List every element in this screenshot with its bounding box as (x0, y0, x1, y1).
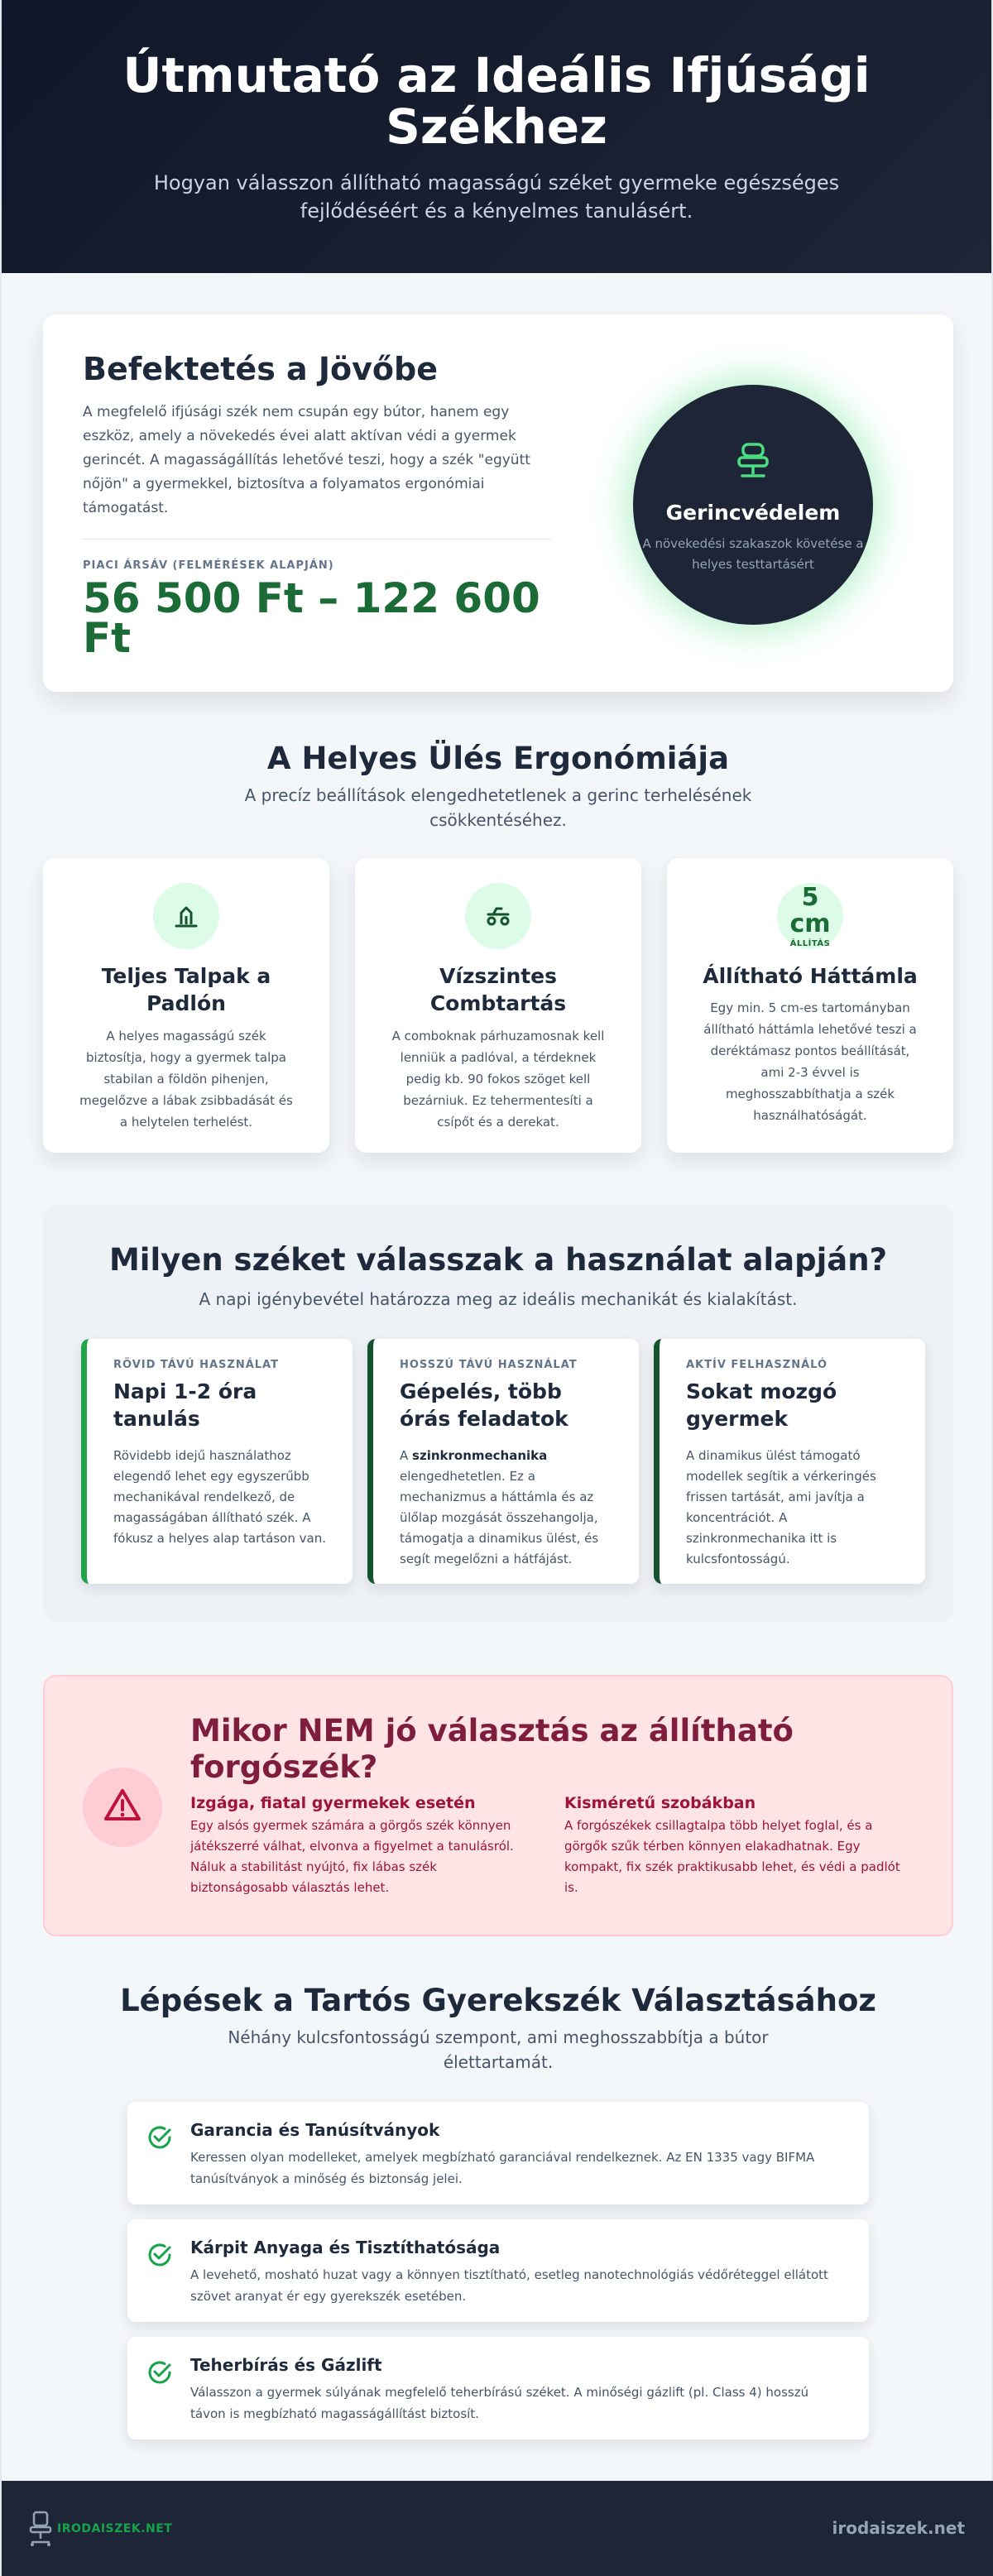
footer (2, 2481, 993, 2576)
usage-card-title: Gépelés, több órás feladatok (400, 1379, 568, 1431)
ergonomics-card-thigh (355, 858, 641, 1153)
spine-protection-badge (633, 385, 873, 625)
warning-item-text: A forgószékek csillagtalpa több helyet foglal, és a görgők szűk térben könnyen elakadhatnak. Egy kompakt, fix szék praktikusabb lehet, és védi a padlót is. (564, 1818, 900, 1895)
ergonomics-card-text: A helyes magasságú szék biztosítja, hogy a gyermek talpa stabilan a földön pihenjen, megelőzve a lábak zsibbadását és a helytelen terhelést. (79, 1029, 293, 1130)
warning-item-title: Izgága, fiatal gyermekek esetén (190, 1794, 476, 1812)
backrest-adjust-badge (777, 883, 843, 949)
step-item (127, 2102, 869, 2204)
usage-section (43, 1204, 953, 1622)
ergonomics-title: A Helyes Ülés Ergonómiája (266, 741, 730, 776)
page-subtitle: Hogyan válasszon állítható magasságú széket gyermeke egészséges fejlődéséért és a kényelmes tanulásért. (153, 171, 840, 223)
divider (83, 539, 551, 540)
chair-icon (731, 439, 775, 484)
warning-title: Mikor NEM jó választás az állítható forgószék? (190, 1713, 794, 1785)
usage-card-text: A dinamikus ülést támogató modellek segítik a vérkeringés frissen tartását, ami javítja a koncentrációt. A szinkronmechanika itt is kulcsfontosságú. (686, 1448, 876, 1566)
step-item (127, 2337, 869, 2439)
check-circle-icon (146, 2241, 174, 2269)
adjust-value: 5 (801, 883, 819, 912)
ergonomics-card-title: Állítható Háttámla (703, 964, 918, 988)
ergonomics-card-title: Vízszintes Combtartás (429, 964, 567, 1015)
ergonomics-card-text: Egy min. 5 cm-es tartományban állítható háttámla lehetővé teszi a deréktámasz pontos beállítását, ami 2-3 évvel is meghosszabbíthatja a szék használhatóságát. (703, 1000, 917, 1123)
highlight-term: szinkronmechanika (412, 1448, 548, 1463)
horizontal-thigh-icon (465, 883, 531, 949)
badge-title: Gerincvédelem (665, 501, 841, 525)
check-circle-icon (146, 2358, 174, 2387)
step-title: Teherbírás és Gázlift (190, 2355, 382, 2375)
investment-description: A megfelelő ifjúsági szék nem csupán egy bútor, hanem egy eszköz, amely a növekedés évei alatt aktívan védi a gyermek gerincét. A magasságállítás lehetővé teszi, hogy a szék "együtt nőjön" a gyermekkel, biztosítva a folyamatos ergonómiai támogatást. (83, 404, 530, 516)
page-title: Útmutató az Ideális Ifjúsági Székhez (122, 47, 871, 155)
adjust-unit: cm (789, 909, 831, 938)
badge-subtitle: A növekedési szakaszok követése a helyes testtartásért (642, 536, 864, 572)
usage-card-short (81, 1339, 353, 1584)
warning-triangle-icon (83, 1768, 162, 1847)
usage-card-tag: HOSSZÚ TÁVÚ HASZNÁLAT (400, 1359, 578, 1371)
usage-card-text: Rövidebb idejű használathoz elegendő lehet egy egyszerűbb mechanikával rendelkező, de magasságában állítható szék. A fókusz a helyes alap tartáson van. (113, 1448, 326, 1546)
hero-banner (2, 0, 991, 273)
warning-item (564, 1794, 912, 1898)
price-range: 56 500 Ft – 122 600 Ft (83, 574, 540, 662)
steps-title: Lépések a Tartós Gyerekszék Választásához (120, 1983, 876, 2018)
price-label: PIACI ÁRSÁV (FELMÉRÉSEK ALAPJÁN) (83, 559, 334, 572)
feet-on-floor-icon (153, 883, 219, 949)
step-item (127, 2219, 869, 2322)
usage-card-tag: RÖVID TÁVÚ HASZNÁLAT (113, 1359, 279, 1371)
logo-chair-icon[interactable] (26, 2511, 55, 2547)
steps-subtitle: Néhány kulcsfontosságú szempont, ami meghosszabbítja a bútor élettartamát. (228, 2027, 769, 2072)
usage-card-tag: AKTÍV FELHASZNÁLÓ (686, 1359, 828, 1371)
adjust-caption: ÁLLÍTÁS (789, 939, 831, 948)
warning-item-title: Kisméretű szobákban (564, 1794, 756, 1812)
usage-subtitle: A napi igénybevétel határozza meg az ideális mechanikát és kialakítást. (199, 1289, 798, 1309)
usage-card-title: Sokat mozgó gyermek (686, 1379, 837, 1431)
usage-card-long (367, 1339, 639, 1584)
usage-card-title: Napi 1-2 óra tanulás (113, 1379, 257, 1431)
usage-header (43, 1242, 953, 1309)
investment-content (83, 349, 551, 662)
investment-title: Befektetés a Jövőbe (83, 351, 439, 387)
warning-item-text: Egy alsós gyermek számára a görgős szék könnyen játékszerré válhat, elvonva a figyelmet a tanulásról. Náluk a stabilitást nyújtó, fix lábas szék biztonságosabb választás lehet. (190, 1818, 514, 1895)
check-circle-icon (146, 2123, 174, 2151)
ergonomics-card-feet (43, 858, 329, 1153)
ergonomics-header (2, 741, 993, 832)
ergonomics-subtitle: A precíz beállítások elengedhetetlenek a gerinc terhelésének csökkentéséhez. (244, 785, 752, 830)
ergonomics-card-text: A comboknak párhuzamosnak kell lenniük a padlóval, a térdeknek pedig kb. 90 fokos szöget kell bezárniuk. Ez tehermentesíti a csípőt és a derekat. (391, 1029, 605, 1130)
ergonomics-card-title: Teljes Talpak a Padlón (101, 964, 271, 1015)
steps-header (2, 1983, 993, 2075)
investment-card (43, 314, 953, 692)
usage-card-text: A szinkronmechanika elengedhetetlen. Ez a mechanizmus a háttámla és az ülőlap mozgását összehangolja, támogatja a dinamikus ülést, és segít megelőzni a hátfájást. (400, 1448, 599, 1566)
site-link[interactable]: irodaiszek.net (832, 2518, 965, 2538)
logo-text[interactable]: IRODAISZEK.NET (57, 2522, 173, 2535)
step-text: Válasszon a gyermek súlyának megfelelő teherbírású széket. A minőségi gázlift (pl. Class 4) hosszú távon is megbízható magasságállítást biztosít. (190, 2385, 809, 2421)
ergonomics-card-backrest (667, 858, 953, 1153)
warning-box (43, 1675, 953, 1936)
step-title: Garancia és Tanúsítványok (190, 2120, 440, 2140)
step-title: Kárpit Anyaga és Tisztíthatósága (190, 2238, 501, 2257)
warning-item (190, 1794, 538, 1898)
step-text: A levehető, mosható huzat vagy a könnyen tisztítható, esetleg nanotechnológiás védőréteggel ellátott szövet aranyat ér egy gyerekszék esetében. (190, 2267, 828, 2304)
step-text: Keressen olyan modelleket, amelyek megbízható garanciával rendelkeznek. Az EN 1335 vagy BIFMA tanúsítványok a minőség és biztonság jelei. (190, 2150, 815, 2186)
usage-card-active (654, 1339, 925, 1584)
usage-title: Milyen széket válasszak a használat alapján? (108, 1242, 888, 1278)
